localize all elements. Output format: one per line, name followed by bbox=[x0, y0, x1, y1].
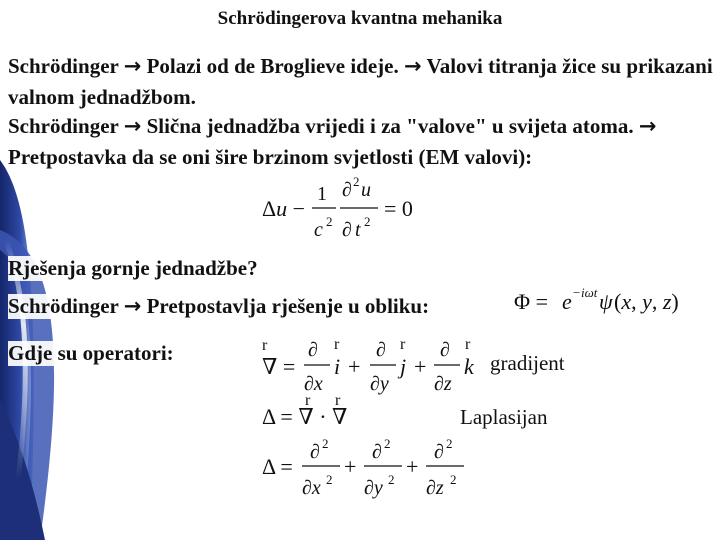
paragraph-text: Valovi titranja žice su prikazani valnom jednadžbom. bbox=[8, 54, 713, 109]
arrow-right-icon: → bbox=[638, 114, 657, 138]
paragraph-text: Slična jednadžba vrijedi i za "valove" u svijeta atoma. bbox=[141, 114, 639, 138]
svg-text:ψ: ψ bbox=[599, 289, 613, 314]
svg-text:∂: ∂ bbox=[342, 179, 352, 201]
paragraph-text: Schrödinger bbox=[8, 114, 124, 138]
svg-text:+: + bbox=[348, 354, 361, 379]
svg-text:∂x: ∂x bbox=[302, 477, 321, 499]
arrow-right-icon: → bbox=[123, 294, 142, 318]
svg-text:r: r bbox=[305, 392, 311, 409]
svg-text:∇ =: ∇ = bbox=[262, 354, 296, 379]
svg-text:2: 2 bbox=[322, 436, 329, 451]
svg-text:e: e bbox=[562, 289, 572, 314]
svg-text:+: + bbox=[414, 354, 427, 379]
svg-text:2: 2 bbox=[326, 472, 333, 487]
svg-text:1: 1 bbox=[317, 183, 327, 205]
svg-text:2: 2 bbox=[384, 436, 391, 451]
svg-text:∂y: ∂y bbox=[370, 373, 389, 395]
svg-text:= 0: = 0 bbox=[384, 196, 413, 221]
svg-text:+: + bbox=[344, 454, 357, 479]
svg-text:i: i bbox=[334, 354, 341, 379]
laplacian-equation bbox=[262, 392, 347, 429]
svg-text:∂: ∂ bbox=[308, 339, 318, 361]
paragraph-text: Polazi od de Broglieve ideje. bbox=[141, 54, 404, 78]
svg-text:∂: ∂ bbox=[310, 441, 320, 463]
arrow-right-icon: → bbox=[403, 54, 422, 78]
line-text: Pretpostavlja rješenje u obliku: bbox=[141, 294, 430, 318]
svg-text:iωt: iωt bbox=[581, 285, 598, 300]
svg-text:∂z: ∂z bbox=[426, 477, 444, 499]
svg-text:Δ = ∇ · ∇: Δ = ∇ · ∇ bbox=[262, 404, 348, 429]
line-text: Schrödinger bbox=[8, 294, 124, 318]
solutions-question: Rješenja gornje jednadžbe? bbox=[8, 256, 528, 281]
arrow-right-icon: → bbox=[123, 114, 142, 138]
paragraph-text: Schrödinger bbox=[8, 54, 124, 78]
laplacian-expanded-equation bbox=[262, 436, 464, 499]
svg-text:∂y: ∂y bbox=[364, 477, 383, 499]
svg-text:∂x: ∂x bbox=[304, 373, 323, 395]
svg-text:∂: ∂ bbox=[372, 441, 382, 463]
svg-text:Δ =: Δ = bbox=[262, 454, 293, 479]
svg-text:2: 2 bbox=[388, 472, 395, 487]
wave-equation bbox=[262, 174, 413, 241]
svg-text:(x, y, z): (x, y, z) bbox=[614, 289, 679, 314]
gradient-equation bbox=[262, 336, 475, 395]
svg-text:∂: ∂ bbox=[376, 339, 386, 361]
svg-text:t: t bbox=[355, 219, 361, 241]
svg-text:2: 2 bbox=[364, 214, 371, 229]
operators-heading: Gdje su operatori: bbox=[8, 341, 528, 366]
svg-text:Δu −: Δu − bbox=[262, 196, 306, 221]
svg-text:∂: ∂ bbox=[440, 339, 450, 361]
svg-text:Φ =: Φ = bbox=[514, 289, 548, 314]
svg-text:r: r bbox=[262, 337, 268, 354]
svg-text:+: + bbox=[406, 454, 419, 479]
arrow-right-icon: → bbox=[123, 54, 142, 78]
svg-text:2: 2 bbox=[326, 214, 333, 229]
svg-text:−: − bbox=[573, 285, 581, 300]
assumed-solution-equation bbox=[514, 285, 679, 314]
svg-text:2: 2 bbox=[353, 174, 360, 189]
svg-text:k: k bbox=[464, 354, 474, 379]
svg-text:∂: ∂ bbox=[434, 441, 444, 463]
page-title: Schrödingerova kvantna mehanika bbox=[217, 8, 503, 29]
svg-text:u: u bbox=[361, 179, 371, 201]
laplacian-label: Laplasijan bbox=[460, 405, 548, 429]
gradient-label: gradijent bbox=[490, 351, 565, 375]
svg-text:2: 2 bbox=[450, 472, 457, 487]
svg-text:c: c bbox=[314, 219, 323, 241]
svg-text:r: r bbox=[334, 336, 340, 353]
svg-text:r: r bbox=[335, 392, 341, 409]
svg-text:r: r bbox=[400, 336, 406, 353]
paragraph-text: Pretpostavka da se oni šire brzinom svjetlosti (EM valovi): bbox=[8, 145, 533, 169]
svg-text:∂: ∂ bbox=[342, 219, 352, 241]
svg-text:j: j bbox=[400, 354, 407, 379]
svg-text:∂z: ∂z bbox=[434, 373, 452, 395]
svg-text:2: 2 bbox=[446, 436, 453, 451]
svg-text:r: r bbox=[465, 336, 471, 353]
